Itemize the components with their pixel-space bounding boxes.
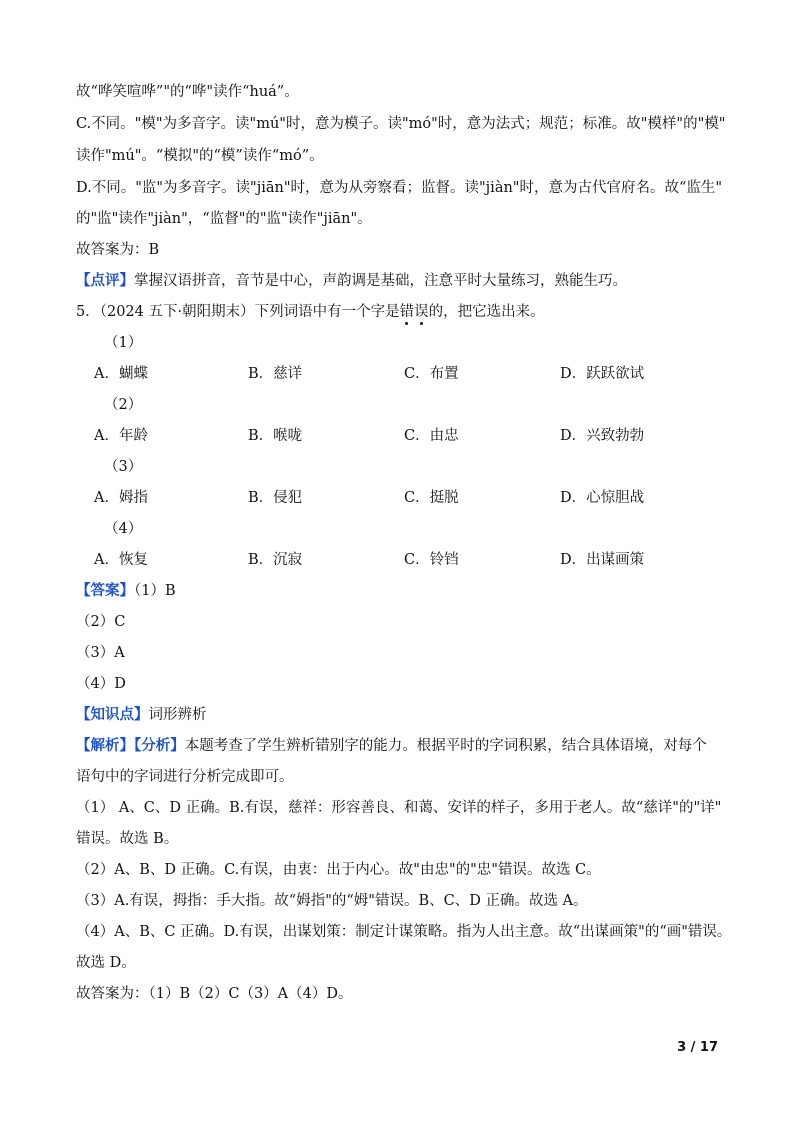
subquestion-number: （1） <box>104 335 143 351</box>
answer-line-1 <box>76 581 176 601</box>
emphasis-char-1: 错 <box>399 304 415 320</box>
knowledge-point <box>76 705 207 725</box>
knowledge-text: 词形辨析 <box>148 707 207 723</box>
analysis-line-2: 语句中的字词进行分析完成即可。 <box>76 769 294 785</box>
prev-explanation-c-line1: C.不同。"模"为多音字。读"mú"时，意为模子。读"mó"时，意为法式；规范；标准。故"模样"的"模" <box>76 116 726 132</box>
option-b: B．沉寂 <box>248 552 303 568</box>
prev-comment <box>76 271 627 291</box>
option-a: A．恢复 <box>94 552 148 568</box>
prev-explanation-c-line2: 读作"mú"。“模拟"的“模”读作“mó”。 <box>76 148 324 164</box>
analysis-item-2: （2）A、B、D 正确。C.有误，由衷：出于内心。故"由忠"的"忠"错误。故选 C。 <box>76 862 601 878</box>
analysis-line-1 <box>76 736 707 756</box>
option-c: C．布置 <box>404 366 459 382</box>
option-c: C．挺脱 <box>404 490 459 506</box>
option-c: C．铃铛 <box>404 552 459 568</box>
option-a: A．年龄 <box>94 428 148 444</box>
comment-tag: 【点评】 <box>76 272 134 289</box>
option-b: B．慈详 <box>248 366 303 382</box>
prev-final-answer: 故答案为：B <box>76 242 160 258</box>
subquestion-number: （2） <box>104 397 143 413</box>
analysis-tag: 【解析】 <box>76 737 134 754</box>
option-c: C．由忠 <box>404 428 459 444</box>
option-d: D．出谋画策 <box>560 552 645 568</box>
question-5-pre: 5．（2024 五下·朝阳期末）下列词语中有一个字是 <box>76 304 400 320</box>
answer-line-4: （4）D <box>76 676 126 692</box>
prev-explanation-d-line2: 的"监"读作"jiàn"，“监督"的"监"读作"jiān"。 <box>76 211 372 227</box>
answer-tag: 【答案】 <box>76 582 134 599</box>
subquestion-number: （4） <box>104 521 143 537</box>
knowledge-tag: 【知识点】 <box>76 706 149 723</box>
option-d: D．跃跃欲试 <box>560 366 645 382</box>
question-5-post: 的，把它选出来。 <box>428 304 545 320</box>
prev-explanation-line: 故“哗笑喧哗”"的“哗"读作“huá”。 <box>76 84 299 100</box>
analysis-item-4-line1: （4）A、B、C 正确。D.有误，出谋划策：制定计谋策略。指为人出主意。故“出谋画策"的“画"错误。 <box>76 924 732 940</box>
option-b: B．侵犯 <box>248 490 303 506</box>
option-d: D．心惊胆战 <box>560 490 645 506</box>
analysis-item-1-line2: 错误。故选 B。 <box>76 831 179 847</box>
prev-explanation-d-line1: D.不同。"监"为多音字。读"jiān"时，意为从旁察看；监督。读"jiàn"时，意为古代官府名。故“监生" <box>76 180 723 196</box>
answer-line-3: （3）A <box>76 645 125 661</box>
option-b: B．喉咙 <box>248 428 303 444</box>
analysis-subtag: 【分析】 <box>134 737 185 754</box>
answer-line-2: （2）C <box>76 614 126 630</box>
emphasis-char-2: 误 <box>414 304 429 320</box>
analysis-item-1-line1: （1） A、C、D 正确。B.有误，慈祥：形容善良、和蔼、安详的样子，多用于老人。故“慈详"的"详" <box>76 800 722 816</box>
option-d: D．兴致勃勃 <box>560 428 645 444</box>
analysis-final-answer: 故答案为：（1）B（2）C（3）A（4）D。 <box>76 986 353 1002</box>
analysis-item-3: （3）A.有误，拇指：手大指。故“姆指"的“姆"错误。B、C、D 正确。故选 A。 <box>76 893 588 909</box>
comment-text: 掌握汉语拼音，音节是中心，声韵调是基础，注意平时大量练习，熟能生巧。 <box>134 273 627 289</box>
answer-first: （1）B <box>134 583 176 599</box>
analysis-text: 本题考查了学生辨析错别字的能力。根据平时的字词积累，结合具体语境，对每个 <box>184 738 707 754</box>
question-5-stem <box>76 302 545 322</box>
option-a: A．姆指 <box>94 490 148 506</box>
page-number: 3 / 17 <box>677 1040 718 1055</box>
analysis-item-4-line2: 故选 D。 <box>76 955 136 971</box>
option-a: A．蝴蝶 <box>94 366 148 382</box>
subquestion-number: （3） <box>104 459 143 475</box>
